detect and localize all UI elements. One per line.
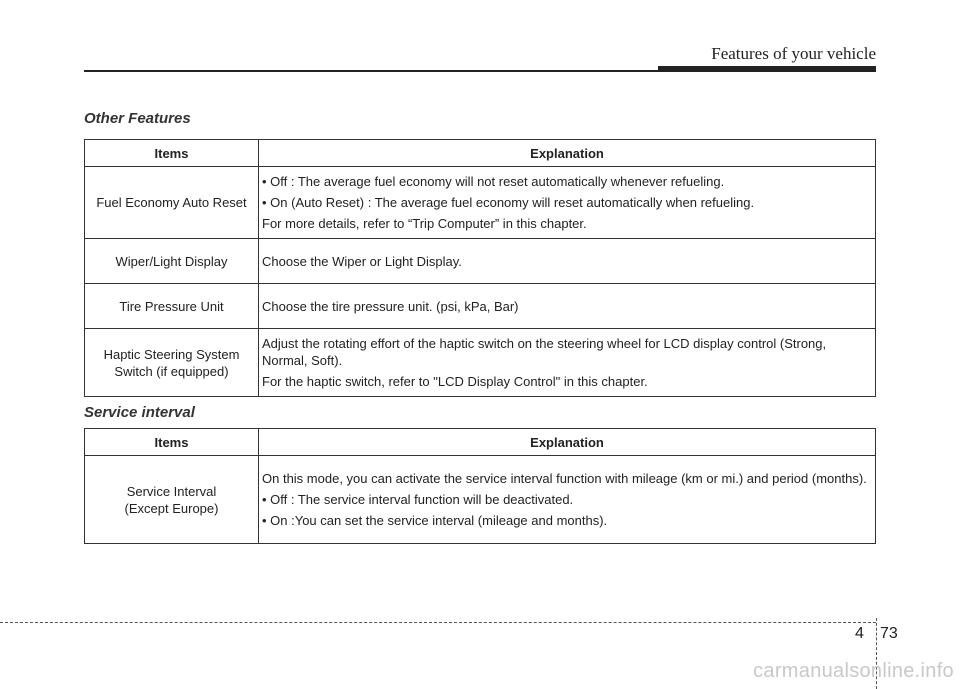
explanation-cell [259,329,876,397]
item-cell: Wiper/Light Display [85,239,259,284]
item-cell: Tire Pressure Unit [85,284,259,329]
table-row [85,456,876,544]
column-header-items: Items [85,140,259,167]
item-line: Service Interval [126,483,217,499]
chapter-number: 4 [855,625,864,642]
column-header-items: Items [85,429,259,456]
explanation-cell [259,284,876,329]
table-header-row [85,429,876,456]
explanation-cell [259,456,876,544]
item-cell [85,329,259,397]
header-rule-thin [84,70,660,72]
explanation-line: • On (Auto Reset) : The average fuel economy will reset automatically when refueling. [262,195,755,210]
explanation-line: For more details, refer to “Trip Computer” in this chapter. [262,216,587,231]
item-cell [85,456,259,544]
table-row [85,167,876,239]
explanation-line: On this mode, you can activate the service interval function with mileage (km or mi.) and period (months). [262,471,867,486]
explanation-cell [259,167,876,239]
table-row [85,329,876,397]
table-row [85,239,876,284]
section-title-other-features: Other Features [84,110,191,127]
explanation-cell [259,239,876,284]
table-row [85,284,876,329]
item-cell: Fuel Economy Auto Reset [85,167,259,239]
column-header-explanation: Explanation [259,140,876,167]
explanation-line: For the haptic switch, refer to "LCD Display Control" in this chapter. [262,374,648,389]
explanation-line: • Off : The service interval function will be deactivated. [262,492,574,507]
other-features-table [84,139,876,397]
item-line: (Except Europe) [124,500,219,516]
table-header-row [85,140,876,167]
footer-dashed-rule [0,622,876,623]
section-title-service-interval: Service interval [84,404,195,421]
running-head: Features of your vehicle [711,44,876,63]
explanation-line: • On :You can set the service interval (mileage and months). [262,513,608,528]
header-rule-thick [658,66,876,72]
explanation-line: Adjust the rotating effort of the haptic switch on the steering wheel for LCD display control (Strong, Normal, Soft). [262,336,827,368]
item-line: Haptic Steering System [103,346,240,362]
explanation-line: Choose the tire pressure unit. (psi, kPa, Bar) [262,298,519,314]
watermark-text: carmanualsonline.info [753,660,954,682]
item-line: Switch (if equipped) [114,363,229,379]
page-number: 73 [880,625,898,642]
column-header-explanation: Explanation [259,429,876,456]
service-interval-table [84,428,876,544]
explanation-line: • Off : The average fuel economy will not reset automatically whenever refueling. [262,174,725,189]
explanation-line: Choose the Wiper or Light Display. [262,253,462,269]
